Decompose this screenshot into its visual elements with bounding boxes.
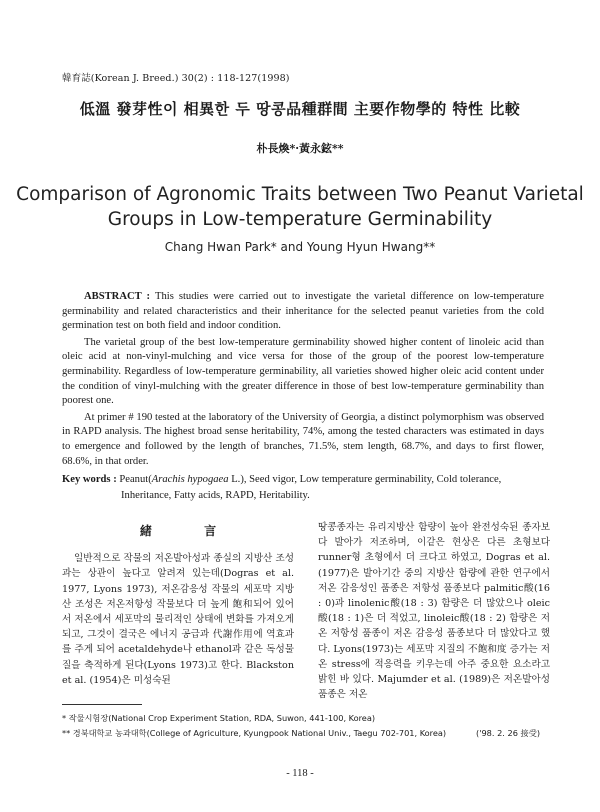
body-column-left	[62, 520, 294, 688]
korean-title: 低溫 發芽性이 相異한 두 땅콩品種群間 主要作物學的 特性 比較	[79, 100, 521, 118]
english-title-line-2: Groups in Low-temperature Germinability	[107, 209, 493, 230]
abstract	[62, 290, 544, 471]
english-authors: Chang Hwan Park* and Young Hyun Hwang**	[164, 240, 436, 254]
footnote-divider	[62, 704, 142, 705]
keywords: Key words : Peanut(Arachis hypogaea L.), Seed vigor, Low temperature germinability, Cold tolerance, Inheritance, Fatty acids, RAPD, Heritability.	[62, 474, 502, 501]
korean-authors: 朴長煥*·黃永鉉**	[256, 142, 344, 155]
section-heading-introduction: 緒 言	[139, 524, 241, 538]
english-title-line-1: Comparison of Agronomic Traits between Two Peanut Varietal	[16, 184, 584, 205]
abstract-label: ABSTRACT	[84, 291, 142, 302]
body-text-right: 땅콩종자는 유리지방산 함량이 높아 완전성숙된 종자보다 발아가 저조하며, 이같은 현상은 다른 초형보다 runner형 초형에서 더 크다고 하였고, Dogras et al. (1977)은 발아기간 중의 지방산 함량에 관한 연구에서 저온 감응성인 품종은 저항성 품종보다 palmitic酸(16 : 0)과 linolenic酸(18 : 3) 함량은 더 많았으나 oleic酸(18 : 1)은 더 적었고, linoleic酸(18 : 2) 함량은 저온 저항성 품종이 저온 감응성 품종보다 더 많았다고 했다. Lyons(1973)는 세포막 지질의 不飽和度 증가는 저온 stress에 적응력을 키우는데 아주 중요한 요소라고 밝힌 바 있다. Majumder et al. (1989)은 저온발아성 품종은 저온	[318, 522, 550, 701]
journal-citation: 韓育誌(Korean J. Breed.) 30(2) : 118-127(1998)	[62, 73, 290, 84]
species-name: Arachis hypogaea	[151, 474, 229, 485]
body-column-right	[318, 520, 550, 702]
abstract-paragraph-1: ABSTRACT : This studies were carried out to investigate the varietal difference on low-temperature germinability and related characteristics and their inheritance for the selected peanut varieties from the cold germination test on both field and indoor condition.	[62, 291, 544, 332]
received-date: ('98. 2. 26 接受)	[476, 728, 541, 738]
keywords-label: Key words	[62, 474, 111, 485]
footnote-2: ** 경북대학교 농과대학(College of Agriculture, Kyungpook National Univ., Taegu 702-701, Korea)	[62, 728, 447, 738]
page-number: - 118 -	[286, 768, 314, 779]
english-title	[0, 182, 600, 232]
abstract-paragraph-3: At primer # 190 tested at the laboratory of the University of Georgia, a distinct polymorphism was observed in RAPD analysis. The highest broad sense heritability, 74%, among the tested characters was estimated in days to emergence and followed by the length of branches, 71.5%, stem length, 68.7%, and days to first flower, 68.6%, in that order.	[62, 411, 544, 467]
abstract-paragraph-2: The varietal group of the best low-temperature germinability showed higher content of linoleic acid than oleic acid at non-vinyl-mulching and vice versa for those of the group of the poorest low-temperature germinability. Regardless of low-temperature germinability, all varieties showed higher oleic acid content under the condition of vinyl-mulching with the greater difference in those of best low-temperature germinability than poorest one.	[62, 336, 544, 407]
body-text-left: 일반적으로 작물의 저온발아성과 종실의 지방산 조성과는 상관이 높다고 알려져 있는데(Dogras et al. 1977, Lyons 1973), 저온감응성 작물의 세포막 지방산 조성은 저온저항성 작물보다 더 높게 飽和되어 있어서 저온에서 세포막의 물리적인 상태에 변화를 가져오게 되고, 그것이 결국은 에너지 공급과 代謝作用에 역효과를 주게 되어 acetaldehyde나 ethanol과 같은 독성물질을 축적하게 된다(Lyons 1973)고 한다. Blackston et al. (1954)은 미성숙된	[62, 553, 294, 686]
footnote-1: * 작물시험장(National Crop Experiment Station, RDA, Suwon, 441-100, Korea)	[62, 713, 376, 723]
